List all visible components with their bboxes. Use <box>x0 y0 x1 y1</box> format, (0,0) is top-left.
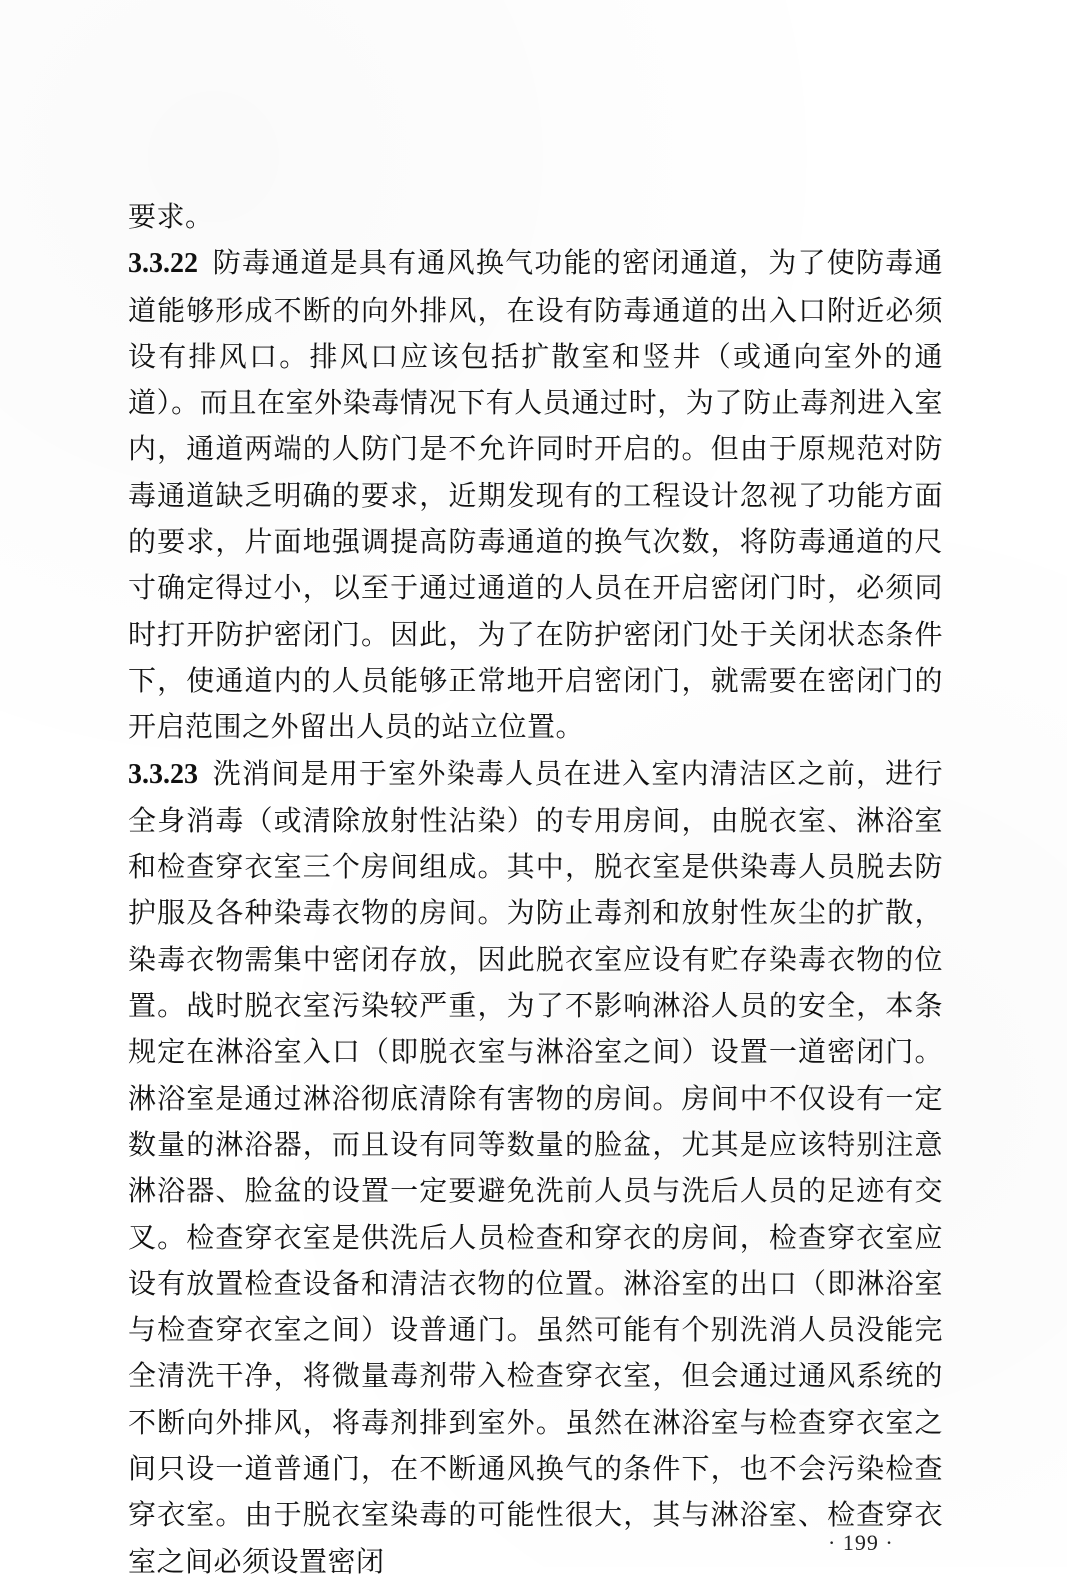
page-number: · 199 · <box>828 1530 894 1555</box>
paragraph-clause-3-3-23 <box>128 751 943 1585</box>
clause-number: 3.3.22 <box>128 248 198 280</box>
paragraph-text: 防毒通道是具有通风换气功能的密闭通道，为了使防毒通道能够形成不断的向外排风，在设有防毒通道的出入口附近必须设有排风口。排风口应该包括扩散室和竖井（或通向室外的通道）。而且在室外染毒情况下有人员通过时，为了防止毒剂进入室内，通道两端的人防门是不允许同时开启的。但由于原规范对防毒通道缺乏明确的要求，近期发现有的工程设计忽视了功能方面的要求，片面地强调提高防毒通道的换气次数，将防毒通道的尺寸确定得过小，以至于通过通道的人员在开启密闭门时，必须同时打开防护密闭门。因此，为了在防护密闭门处于关闭状态条件下，使通道内的人员能够正常地开启密闭门，就需要在密闭门的开启范围之外留出人员的站立位置。 <box>128 246 943 744</box>
body-text <box>128 194 943 1585</box>
paragraph-clause-3-3-22 <box>128 240 943 750</box>
paragraph-text: 要求。 <box>128 200 214 233</box>
clause-number: 3.3.23 <box>128 758 198 790</box>
paragraph-continuation <box>128 194 943 240</box>
paragraph-text: 洗消间是用于室外染毒人员在进入室内清洁区之前，进行全身消毒（或清除放射性沾染）的专用房间，由脱衣室、淋浴室和检查穿衣室三个房间组成。其中，脱衣室是供染毒人员脱去防护服及各种染毒衣物的房间。为防止毒剂和放射性灰尘的扩散，染毒衣物需集中密闭存放，因此脱衣室应设有贮存染毒衣物的位置。战时脱衣室污染较严重，为了不影响淋浴人员的安全，本条规定在淋浴室入口（即脱衣室与淋浴室之间）设置一道密闭门。淋浴室是通过淋浴彻底清除有害物的房间。房间中不仅设有一定数量的淋浴器，而且设有同等数量的脸盆，尤其是应该特别注意淋浴器、脸盆的设置一定要避免洗前人员与洗后人员的足迹有交叉。检查穿衣室是供洗后人员检查和穿衣的房间，检查穿衣室应设有放置检查设备和清洁衣物的位置。淋浴室的出口（即淋浴室与检查穿衣室之间）设普通门。虽然可能有个别洗消人员没能完全清洗干净，将微量毒剂带入检查穿衣室，但会通过通风系统的不断向外排风，将毒剂排到室外。虽然在淋浴室与检查穿衣室之间只设一道普通门，在不断通风换气的条件下，也不会污染检查穿衣室。由于脱衣室染毒的可能性很大，其与淋浴室、检查穿衣室之间必须设置密闭 <box>128 756 943 1578</box>
